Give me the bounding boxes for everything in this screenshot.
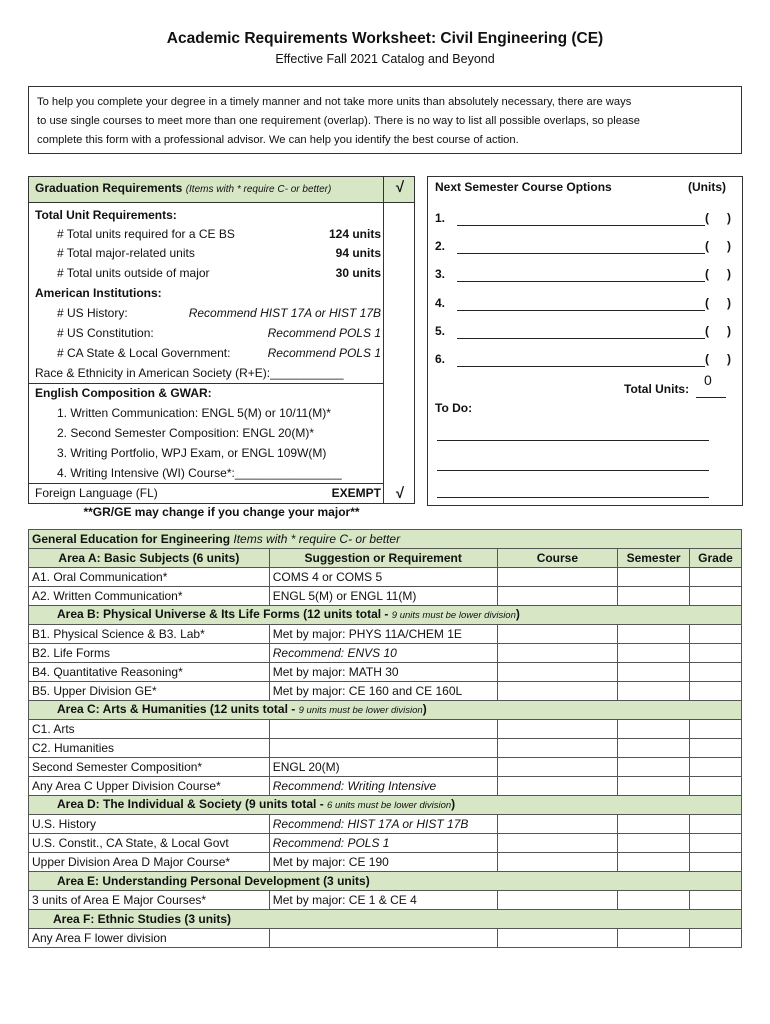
units-heading: (Units) [688, 180, 726, 194]
area-e-header-row: Area E: Understanding Personal Development (3 units) [29, 872, 742, 891]
ge-table [28, 529, 742, 948]
graduation-requirements-box [28, 176, 415, 504]
english-row: 2. Second Semester Composition: ENGL 20(M)* [57, 426, 314, 440]
next-semester-heading: Next Semester Course Options [435, 180, 612, 194]
table-row: A2. Written Communication* ENGL 5(M) or ENGL 11(M) [29, 587, 742, 606]
major-change-note: **GR/GE may change if you change your major** [83, 505, 360, 519]
area-a-header-row [29, 549, 742, 568]
area-c-header-row: Area C: Arts & Humanities (12 units total - 9 units must be lower division) [29, 701, 742, 720]
foreign-language-row: Foreign Language (FL) EXEMPT [35, 486, 381, 500]
table-row: B5. Upper Division GE* Met by major: CE 160 and CE 160L [29, 682, 742, 701]
page-subtitle: Effective Fall 2021 Catalog and Beyond [275, 52, 495, 66]
course-option[interactable]: 3. ( ) [435, 267, 731, 281]
unit-row: # Total units outside of major 30 units [57, 266, 381, 280]
table-row: A1. Oral Communication* COMS 4 or COMS 5 [29, 568, 742, 587]
english-heading: English Composition & GWAR: [35, 386, 212, 400]
area-d-header-row: Area D: The Individual & Society (9 units total - 6 units must be lower division) [29, 796, 742, 815]
unit-row: # Total major-related units 94 units [57, 246, 381, 260]
english-row: 3. Writing Portfolio, WPJ Exam, or ENGL 109W(M) [57, 446, 327, 460]
table-row: Second Semester Composition* ENGL 20(M) [29, 758, 742, 777]
unit-row: # Total units required for a CE BS 124 units [57, 227, 381, 241]
table-row: C1. Arts [29, 720, 742, 739]
page-title: Academic Requirements Worksheet: Civil Engineering (CE) [166, 30, 604, 47]
course-option[interactable]: 1. ( ) [435, 211, 731, 225]
table-row: B4. Quantitative Reasoning* Met by major: MATH 30 [29, 663, 742, 682]
col-suggestion: Suggestion or Requirement [269, 549, 497, 568]
ca-government-row: # CA State & Local Government: Recommend POLS 1 [57, 346, 381, 360]
graduation-header [29, 177, 414, 203]
intro-box [28, 86, 742, 154]
ge-heading: General Education for Engineering Items with * require C- or better [29, 530, 742, 549]
col-grade: Grade [690, 549, 742, 568]
todo-line[interactable] [437, 440, 709, 441]
course-option[interactable]: 6. ( ) [435, 352, 731, 366]
intro-line: To help you complete your degree in a timely manner and not take more units than absolutely necessary, there are ways [37, 96, 632, 108]
english-row: 4. Writing Intensive (WI) Course*:________________ [57, 466, 342, 480]
check-fl-icon: √ [395, 485, 405, 502]
todo-label: To Do: [435, 401, 473, 415]
col-course: Course [497, 549, 618, 568]
table-row: U.S. History Recommend: HIST 17A or HIST 17B [29, 815, 742, 834]
todo-line[interactable] [437, 497, 709, 498]
intro-line: to use single courses to meet more than one requirement (overlap). There is no way to list all possible overlaps, so please [37, 115, 640, 127]
table-row: Any Area F lower division [29, 929, 742, 948]
table-row: U.S. Constit., CA State, & Local Govt Recommend: POLS 1 [29, 834, 742, 853]
total-unit-heading: Total Unit Requirements: [35, 208, 177, 222]
table-row: B2. Life Forms Recommend: ENVS 10 [29, 644, 742, 663]
race-ethnicity-row: Race & Ethnicity in American Society (R+E):___________ [35, 366, 344, 380]
check-header-icon: √ [395, 179, 405, 196]
course-option[interactable]: 2. ( ) [435, 239, 731, 253]
total-units-label: Total Units: [624, 382, 690, 396]
table-row: C2. Humanities [29, 739, 742, 758]
course-option[interactable]: 4. ( ) [435, 296, 731, 310]
table-row: 3 units of Area E Major Courses* Met by major: CE 1 & CE 4 [29, 891, 742, 910]
ge-heading-row [29, 530, 742, 549]
course-option[interactable]: 5. ( ) [435, 324, 731, 338]
table-row: B1. Physical Science & B3. Lab* Met by major: PHYS 11A/CHEM 1E [29, 625, 742, 644]
area-a-heading: Area A: Basic Subjects (6 units) [29, 549, 270, 568]
table-row: Any Area C Upper Division Course* Recommend: Writing Intensive [29, 777, 742, 796]
table-row: Upper Division Area D Major Course* Met by major: CE 190 [29, 853, 742, 872]
todo-line[interactable] [437, 470, 709, 471]
area-f-header-row: Area F: Ethnic Studies (3 units) [29, 910, 742, 929]
us-history-row: # US History: Recommend HIST 17A or HIST 17B [57, 306, 381, 320]
col-semester: Semester [618, 549, 690, 568]
english-row: 1. Written Communication: ENGL 5(M) or 10/11(M)* [57, 406, 331, 420]
next-semester-box [427, 176, 743, 506]
area-b-header-row: Area B: Physical Universe & Its Life Forms (12 units total - 9 units must be lower division) [29, 606, 742, 625]
intro-line: complete this form with a professional advisor. We can help you identify the best course of action. [37, 134, 519, 146]
graduation-heading: Graduation Requirements (Items with * require C- or better) [35, 181, 332, 195]
us-constitution-row: # US Constitution: Recommend POLS 1 [57, 326, 381, 340]
total-units-value[interactable]: 0 [704, 372, 712, 388]
american-institutions-heading: American Institutions: [35, 286, 162, 300]
